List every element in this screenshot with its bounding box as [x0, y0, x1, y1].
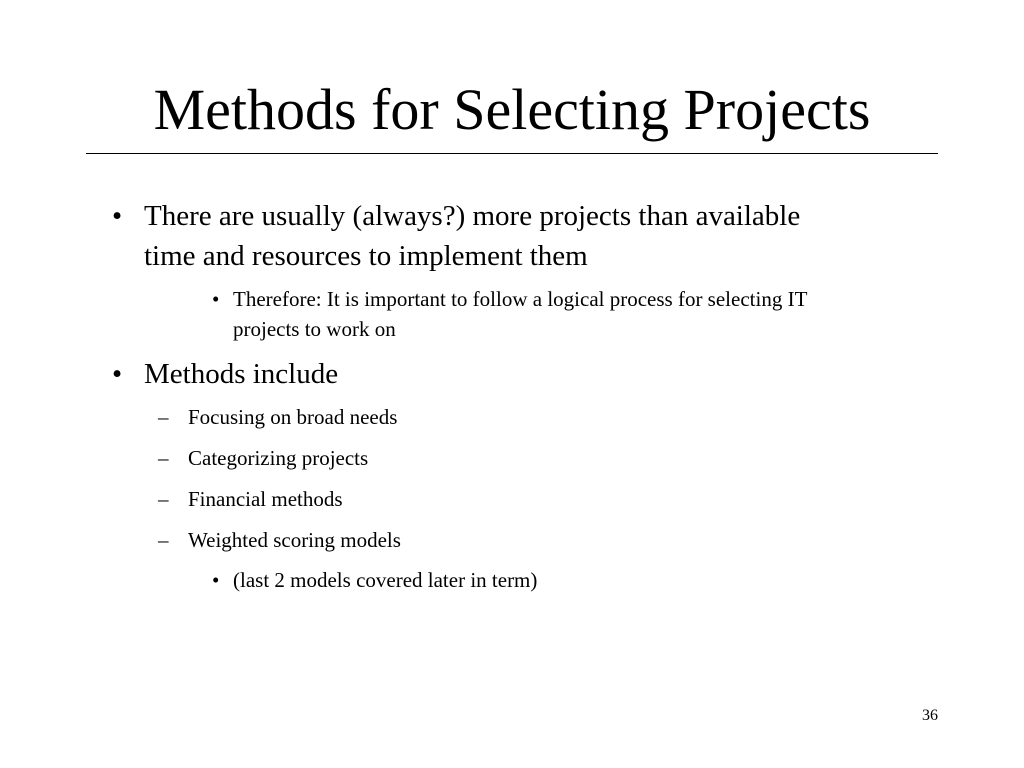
bullet-marker: •: [112, 200, 123, 232]
dash-item-weighted-scoring: Weighted scoring models: [188, 528, 401, 552]
sub-bullet-1-1-line-1: Therefore: It is important to follow a logical process for selecting IT: [233, 287, 808, 311]
bullet-2-line-1: Methods include: [144, 358, 339, 390]
bullet-1-line-2: time and resources to implement them: [144, 240, 588, 272]
dash-item-categorizing: Categorizing projects: [188, 446, 369, 470]
dash-marker: –: [158, 405, 169, 429]
bullet-marker: •: [112, 358, 123, 390]
sub-bullet-note: (last 2 models covered later in term): [233, 568, 538, 592]
sub-bullet-1-1-line-2: projects to work on: [233, 317, 396, 341]
sub-bullet-marker: •: [212, 287, 220, 311]
dash-item-broad-needs: Focusing on broad needs: [188, 405, 398, 429]
sub-bullet-marker: •: [212, 568, 220, 592]
slide-title: Methods for Selecting Projects: [153, 77, 871, 142]
dash-marker: –: [158, 446, 169, 470]
dash-item-financial: Financial methods: [188, 487, 343, 511]
dash-marker: –: [158, 487, 169, 511]
dash-marker: –: [158, 528, 169, 552]
page-number: 36: [922, 707, 938, 724]
bullet-1-line-1: There are usually (always?) more projects than available: [144, 200, 801, 232]
